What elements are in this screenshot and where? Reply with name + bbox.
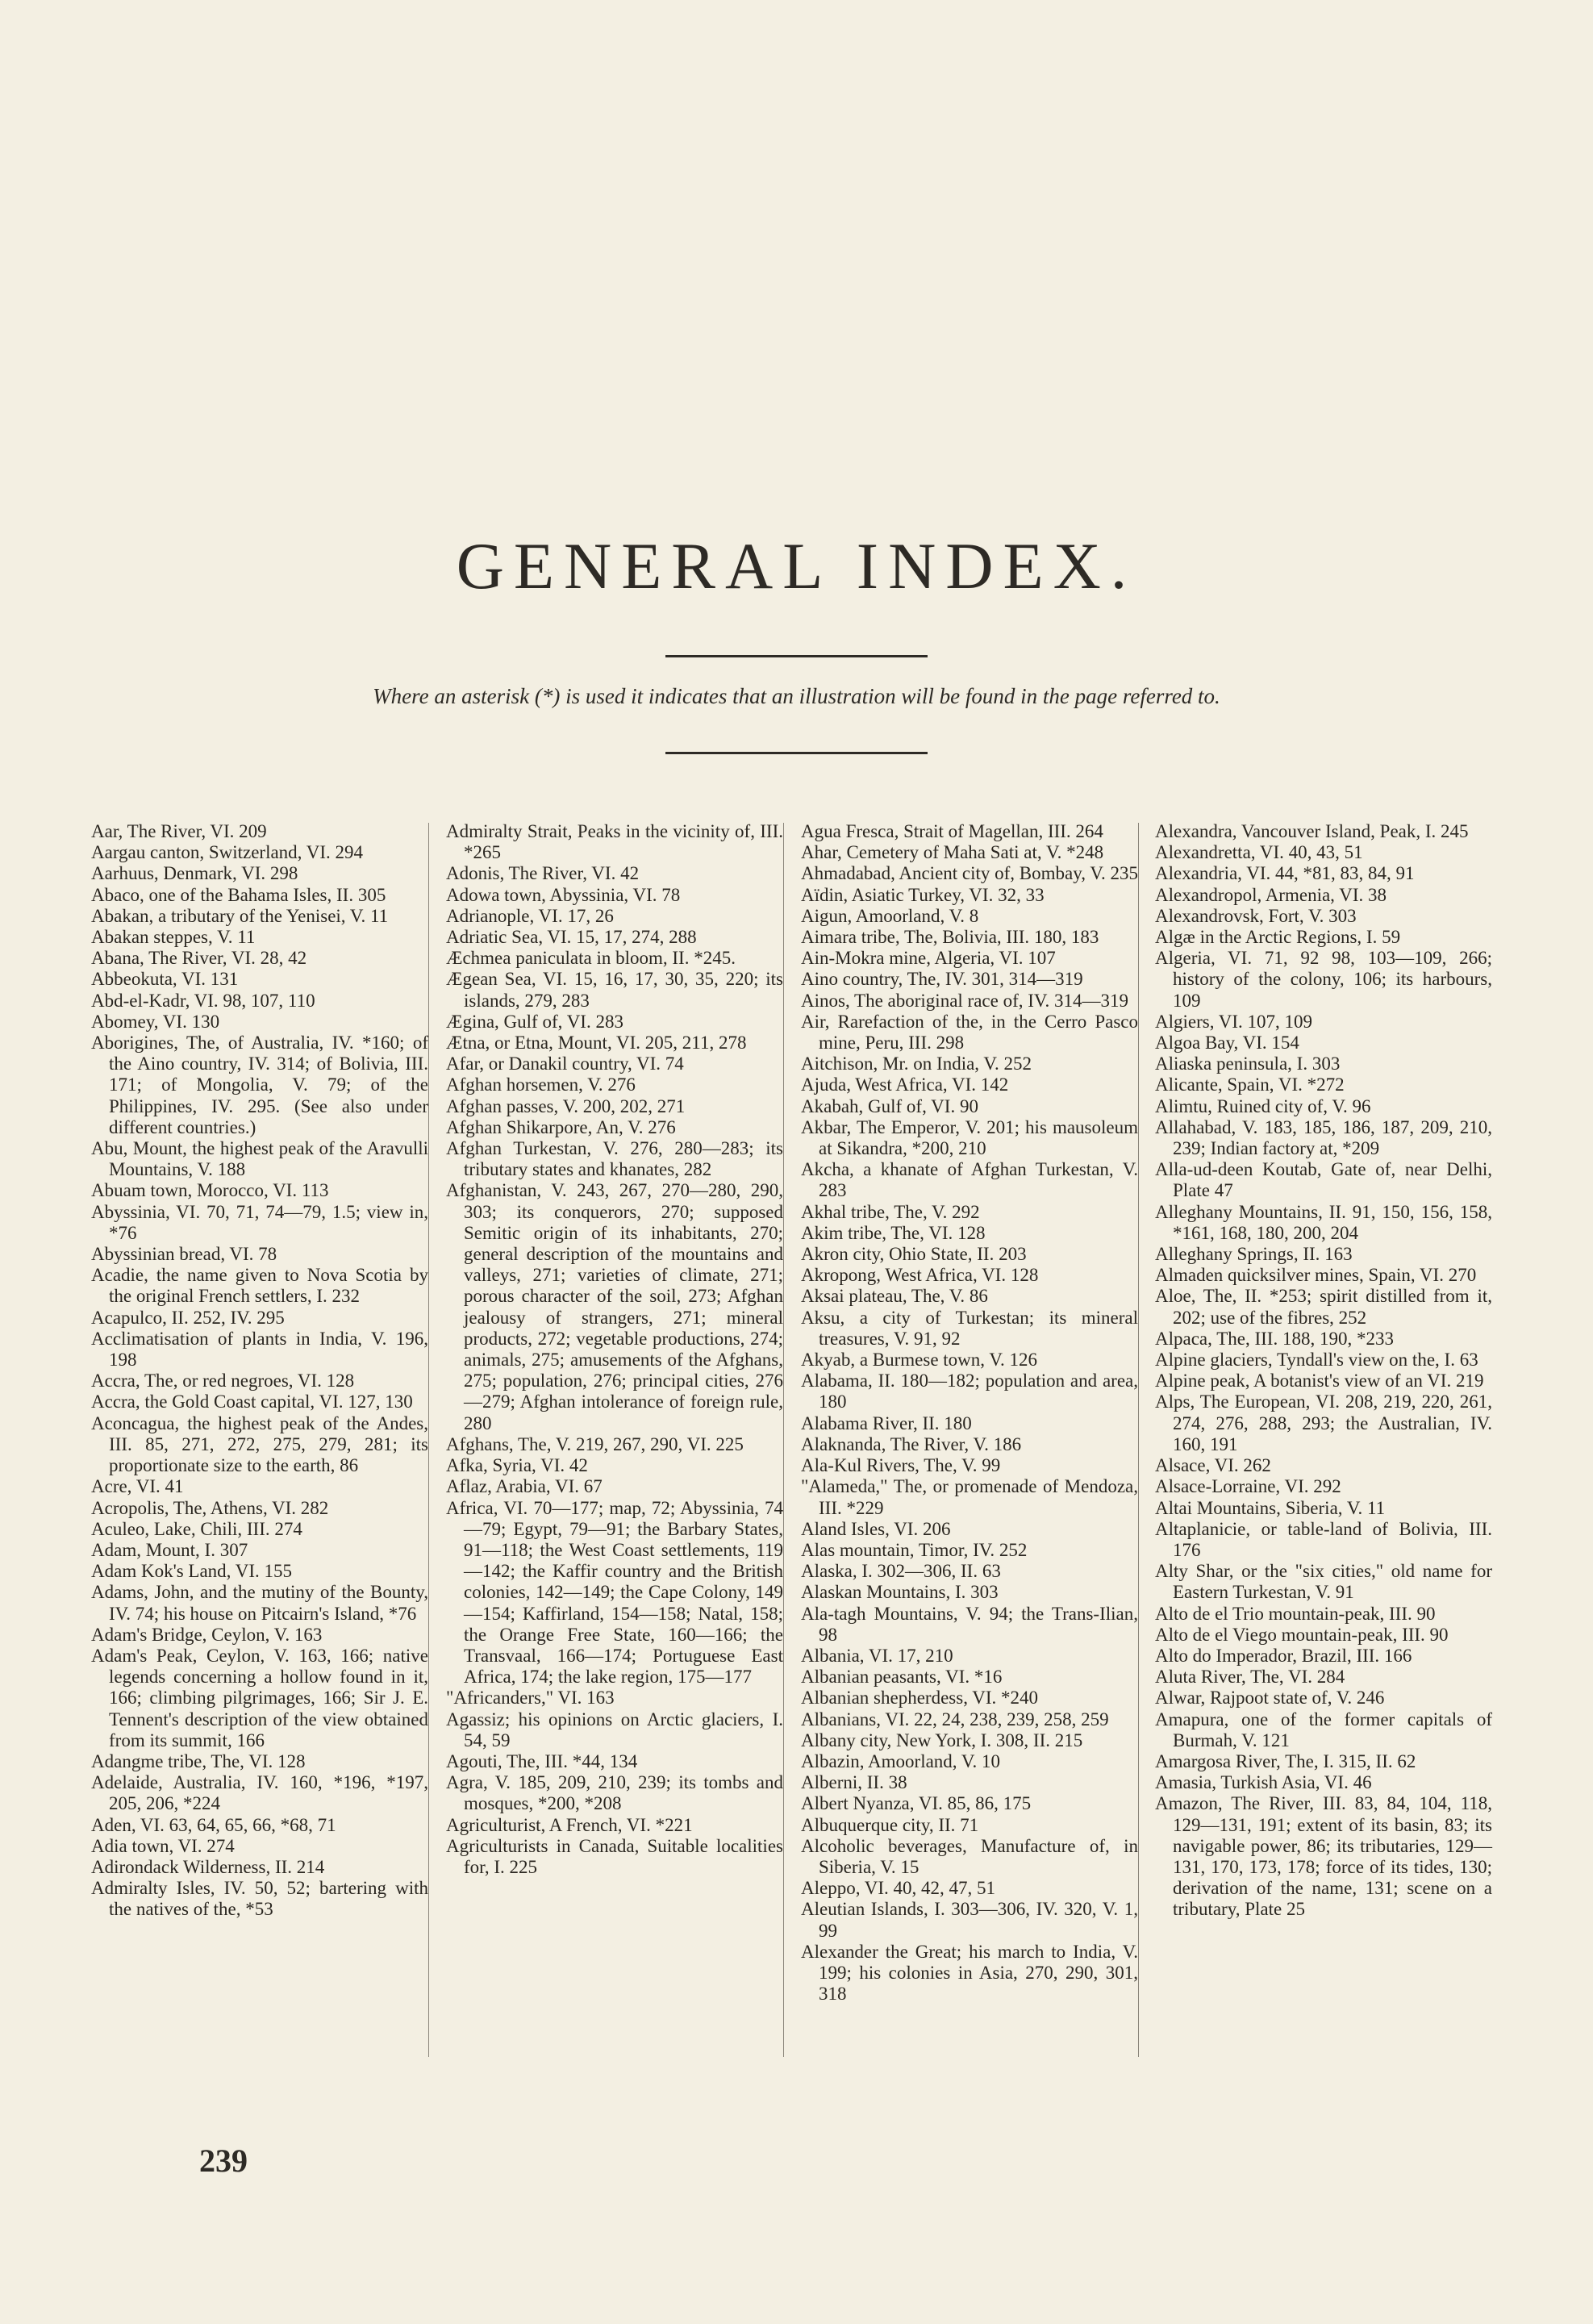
index-entry: Afghan Turkestan, V. 276, 280—283; its tributary states and khanates, 282 xyxy=(446,1138,783,1180)
index-entry: Aluta River, The, VI. 284 xyxy=(1155,1667,1345,1688)
index-entry: "Alameda," The, or promenade of Mendoza, III. *229 xyxy=(801,1476,1138,1518)
index-entry: Alexandrovsk, Fort, V. 303 xyxy=(1155,905,1357,926)
index-entry: Ahmadabad, Ancient city of, Bombay, V. 235 xyxy=(801,863,1138,884)
index-entry: Acre, VI. 41 xyxy=(91,1476,184,1497)
index-entry: Alla-ud-deen Koutab, Gate of, near Delhi, Plate 47 xyxy=(1155,1159,1492,1201)
index-entry: Ahar, Cemetery of Maha Sati at, V. *248 xyxy=(801,842,1104,863)
index-entry: Alto de el Viego mountain-peak, III. 90 xyxy=(1155,1624,1449,1645)
index-entry: Air, Rarefaction of the, in the Cerro Pasco mine, Peru, III. 298 xyxy=(801,1011,1138,1054)
index-entry: Afghans, The, V. 219, 267, 290, VI. 225 xyxy=(446,1433,744,1454)
index-entry: Afghanistan, V. 243, 267, 270—280, 290, 303; its conquerors, 270; supposed Semitic origin of its inhabitants, 270; general description of the mountains and valleys, 271; varieties of climate, 271; porous character of the soil, 273; Afghan jealousy of strangers, 271; mineral products, 272; vegetable productions, 274; animals, 275; amusements of the Afghans, 275; population, 276; principal cities, 276—279; Afghan intolerance of foreign rule, 280 xyxy=(446,1180,783,1433)
index-entry: Æchmea paniculata in bloom, II. *245. xyxy=(446,948,736,969)
index-entry: Ain-Mokra mine, Algeria, VI. 107 xyxy=(801,948,1056,969)
index-entry: Abyssinia, VI. 70, 71, 74—79, 1.5; view in, *76 xyxy=(91,1201,428,1243)
index-entry: Alaknanda, The River, V. 186 xyxy=(801,1433,1022,1454)
index-entry: Algoa Bay, VI. 154 xyxy=(1155,1033,1299,1054)
column-divider xyxy=(1138,823,1139,2057)
index-entry: Aïdin, Asiatic Turkey, VI. 32, 33 xyxy=(801,884,1045,905)
index-entry: Alpine glaciers, Tyndall's view on the, I. 63 xyxy=(1155,1350,1478,1371)
index-entry: Aden, VI. 63, 64, 65, 66, *68, 71 xyxy=(91,1814,336,1835)
index-entry: Alleghany Mountains, II. 91, 150, 156, 158, *161, 168, 180, 200, 204 xyxy=(1155,1201,1492,1243)
index-entry: Alto do Imperador, Brazil, III. 166 xyxy=(1155,1645,1412,1666)
index-entry: Akim tribe, The, VI. 128 xyxy=(801,1222,986,1243)
index-entry: Abuam town, Morocco, VI. 113 xyxy=(91,1180,329,1201)
index-entry: Abana, The River, VI. 28, 42 xyxy=(91,948,307,969)
index-entry: "Africanders," VI. 163 xyxy=(446,1688,615,1709)
index-entry: Aland Isles, VI. 206 xyxy=(801,1518,951,1539)
index-entry: Aconcagua, the highest peak of the Andes, III. 85, 271, 272, 275, 279, 281; its proportionate size to the earth, 86 xyxy=(91,1412,428,1476)
index-entry: Abaco, one of the Bahama Isles, II. 305 xyxy=(91,884,386,905)
index-entry: Algeria, VI. 71, 92 98, 103—109, 266; history of the colony, 106; its harbours, 109 xyxy=(1155,948,1492,1011)
index-entry: Adowa town, Abyssinia, VI. 78 xyxy=(446,884,681,905)
index-entry: Altai Mountains, Siberia, V. 11 xyxy=(1155,1497,1386,1518)
index-entry: Amazon, The River, III. 83, 84, 104, 118, 129—131, 191; extent of its basin, 83; its navigable power, 86; its tributaries, 129—131, 170, 173, 178; force of its tides, 130; derivation of the name, 131; scene on a tributary, Plate 25 xyxy=(1155,1793,1492,1920)
index-column-3 xyxy=(801,821,1138,2005)
index-entry: Aleutian Islands, I. 303—306, IV. 320, V. 1, 99 xyxy=(801,1899,1138,1941)
index-entry: Albazin, Amoorland, V. 10 xyxy=(801,1750,1001,1771)
index-entry: Adam's Bridge, Ceylon, V. 163 xyxy=(91,1624,323,1645)
index-entry: Albany city, New York, I. 308, II. 215 xyxy=(801,1729,1083,1750)
index-entry: Allahabad, V. 183, 185, 186, 187, 209, 210, 239; Indian factory at, *209 xyxy=(1155,1116,1492,1159)
page-number: 239 xyxy=(199,2143,248,2179)
index-entry: Alexandropol, Armenia, VI. 38 xyxy=(1155,884,1387,905)
index-entry: Admiralty Strait, Peaks in the vicinity of, III. *265 xyxy=(446,821,783,863)
index-entry: Aborigines, The, of Australia, IV. *160; of the Aino country, IV. 314; of Bolivia, III. 171; of Mongolia, V. 79; of the Philippines, IV. 295. (See also under different countries.) xyxy=(91,1033,428,1137)
index-entry: Alabama River, II. 180 xyxy=(801,1412,972,1433)
index-entry: Ægina, Gulf of, VI. 283 xyxy=(446,1011,623,1032)
index-entry: Aargau canton, Switzerland, VI. 294 xyxy=(91,842,364,863)
index-entry: Ajuda, West Africa, VI. 142 xyxy=(801,1074,1009,1095)
index-entry: Alas mountain, Timor, IV. 252 xyxy=(801,1539,1028,1560)
index-entry: Abomey, VI. 130 xyxy=(91,1011,220,1032)
index-entry: Aleppo, VI. 40, 42, 47, 51 xyxy=(801,1878,996,1899)
index-column-1 xyxy=(91,821,428,1921)
index-entry: Amargosa River, The, I. 315, II. 62 xyxy=(1155,1750,1416,1771)
index-entry: Albert Nyanza, VI. 85, 86, 175 xyxy=(801,1793,1032,1814)
index-entry: Africa, VI. 70—177; map, 72; Abyssinia, 74—79; Egypt, 79—91; the Barbary States, 91—118; the West Coast settlements, 119—142; the Kaffir country and the British colonies, 142—149; the Cape Colony, 149—154; Kaffirland, 154—158; Natal, 158; the Orange Free State, 160—166; the Transvaal, 166—174; Portuguese East Africa, 174; the lake region, 175—177 xyxy=(446,1497,783,1688)
index-entry: Abyssinian bread, VI. 78 xyxy=(91,1244,277,1265)
index-entry: Akropong, West Africa, VI. 128 xyxy=(801,1265,1039,1286)
index-entry: Almaden quicksilver mines, Spain, VI. 270 xyxy=(1155,1265,1477,1286)
index-entry: Albanians, VI. 22, 24, 238, 239, 258, 259 xyxy=(801,1709,1109,1729)
index-entry: Aino country, The, IV. 301, 314—319 xyxy=(801,969,1083,990)
index-entry: Akcha, a khanate of Afghan Turkestan, V. 283 xyxy=(801,1159,1138,1201)
index-entry: Amasia, Turkish Asia, VI. 46 xyxy=(1155,1772,1372,1793)
index-entry: Alwar, Rajpoot state of, V. 246 xyxy=(1155,1688,1385,1709)
index-entry: Abakan steppes, V. 11 xyxy=(91,927,256,948)
index-column-2 xyxy=(446,821,783,1878)
index-entry: Alpine peak, A botanist's view of an VI. 219 xyxy=(1155,1371,1484,1391)
index-note: Where an asterisk (*) is used it indicates that an illustration will be found in the page referred to. xyxy=(373,684,1220,708)
column-divider xyxy=(783,823,784,2057)
index-entry: Akron city, Ohio State, II. 203 xyxy=(801,1244,1027,1265)
index-entry: Adam, Mount, I. 307 xyxy=(91,1539,248,1560)
index-entry: Alabama, II. 180—182; population and area, 180 xyxy=(801,1371,1138,1412)
index-entry: Alexandra, Vancouver Island, Peak, I. 245 xyxy=(1155,821,1469,841)
index-entry: Aliaska peninsula, I. 303 xyxy=(1155,1054,1341,1074)
index-entry: Agriculturists in Canada, Suitable localities for, I. 225 xyxy=(446,1835,783,1877)
index-entry: Alberni, II. 38 xyxy=(801,1772,907,1793)
index-entry: Accra, the Gold Coast capital, VI. 127, 130 xyxy=(91,1391,413,1412)
index-entry: Aculeo, Lake, Chili, III. 274 xyxy=(91,1518,302,1539)
index-entry: Adonis, The River, VI. 42 xyxy=(446,863,640,884)
index-entry: Alexandria, VI. 44, *81, 83, 84, 91 xyxy=(1155,863,1415,884)
index-entry: Agouti, The, III. *44, 134 xyxy=(446,1750,638,1771)
index-entry: Adrianople, VI. 17, 26 xyxy=(446,905,614,926)
page-title: GENERAL INDEX. xyxy=(456,529,1137,603)
index-entry: Adam's Peak, Ceylon, V. 163, 166; native legends concerning a hollow found in it, 166; climbing pilgrimages, 166; Sir J. E. Tennent's description of the view obtained from its summit, 166 xyxy=(91,1645,428,1750)
index-entry: Abakan, a tributary of the Yenisei, V. 11 xyxy=(91,905,389,926)
index-entry: Afghan passes, V. 200, 202, 271 xyxy=(446,1095,686,1116)
index-entry: Aksai plateau, The, V. 86 xyxy=(801,1286,988,1307)
index-entry: Alaskan Mountains, I. 303 xyxy=(801,1582,999,1603)
index-entry: Ætna, or Etna, Mount, VI. 205, 211, 278 xyxy=(446,1033,747,1054)
index-entry: Albanian shepherdess, VI. *240 xyxy=(801,1688,1039,1709)
index-entry: Agra, V. 185, 209, 210, 239; its tombs and mosques, *200, *208 xyxy=(446,1772,783,1814)
index-entry: Alps, The European, VI. 208, 219, 220, 261, 274, 276, 288, 293; the Australian, IV. 160, 191 xyxy=(1155,1391,1492,1454)
column-divider xyxy=(428,823,429,2057)
index-entry: Alto de el Trio mountain-peak, III. 90 xyxy=(1155,1603,1436,1624)
index-entry: Amapura, one of the former capitals of Burmah, V. 121 xyxy=(1155,1709,1492,1750)
index-entry: Alcoholic beverages, Manufacture of, in Siberia, V. 15 xyxy=(801,1835,1138,1877)
index-entry: Alimtu, Ruined city of, V. 96 xyxy=(1155,1095,1371,1116)
index-entry: Alexandretta, VI. 40, 43, 51 xyxy=(1155,842,1363,863)
index-entry: Afar, or Danakil country, VI. 74 xyxy=(446,1054,684,1074)
index-entry: Aksu, a city of Turkestan; its mineral treasures, V. 91, 92 xyxy=(801,1307,1138,1349)
index-entry: Admiralty Isles, IV. 50, 52; bartering with the natives of the, *53 xyxy=(91,1878,428,1920)
index-entry: Ægean Sea, VI. 15, 16, 17, 30, 35, 220; its islands, 279, 283 xyxy=(446,969,783,1011)
index-entry: Alleghany Springs, II. 163 xyxy=(1155,1244,1353,1265)
index-entry: Alpaca, The, III. 188, 190, *233 xyxy=(1155,1328,1394,1349)
index-entry: Acropolis, The, Athens, VI. 282 xyxy=(91,1497,329,1518)
title-rule-top xyxy=(665,655,928,657)
index-entry: Aar, The River, VI. 209 xyxy=(91,821,267,841)
index-column-4 xyxy=(1155,821,1492,1921)
index-entry: Albanian peasants, VI. *16 xyxy=(801,1667,1003,1688)
index-entry: Aflaz, Arabia, VI. 67 xyxy=(446,1476,603,1497)
index-entry: Aloe, The, II. *253; spirit distilled from it, 202; use of the fibres, 252 xyxy=(1155,1286,1492,1328)
index-entry: Alsace, VI. 262 xyxy=(1155,1455,1271,1476)
index-entry: Akbar, The Emperor, V. 201; his mausoleum at Sikandra, *200, 210 xyxy=(801,1116,1138,1159)
index-entry: Acadie, the name given to Nova Scotia by the original French settlers, I. 232 xyxy=(91,1265,428,1307)
index-entry: Alsace-Lorraine, VI. 292 xyxy=(1155,1476,1341,1497)
index-entry: Algiers, VI. 107, 109 xyxy=(1155,1011,1313,1032)
index-entry: Agriculturist, A French, VI. *221 xyxy=(446,1814,693,1835)
index-entry: Aimara tribe, The, Bolivia, III. 180, 183 xyxy=(801,927,1099,948)
index-entry: Akhal tribe, The, V. 292 xyxy=(801,1201,980,1222)
index-entry: Agua Fresca, Strait of Magellan, III. 264 xyxy=(801,821,1103,841)
index-entry: Afka, Syria, VI. 42 xyxy=(446,1455,588,1476)
index-entry: Akyab, a Burmese town, V. 126 xyxy=(801,1350,1038,1371)
index-entry: Ainos, The aboriginal race of, IV. 314—319 xyxy=(801,990,1129,1011)
index-entry: Aarhuus, Denmark, VI. 298 xyxy=(91,863,298,884)
index-entry: Ala-Kul Rivers, The, V. 99 xyxy=(801,1455,1001,1476)
index-entry: Accra, The, or red negroes, VI. 128 xyxy=(91,1371,355,1391)
index-entry: Algæ in the Arctic Regions, I. 59 xyxy=(1155,927,1401,948)
index-entry: Abd-el-Kadr, VI. 98, 107, 110 xyxy=(91,990,315,1011)
index-entry: Alicante, Spain, VI. *272 xyxy=(1155,1074,1345,1095)
index-entry: Adam Kok's Land, VI. 155 xyxy=(91,1561,293,1582)
index-entry: Acapulco, II. 252, IV. 295 xyxy=(91,1307,285,1328)
index-entry: Aigun, Amoorland, V. 8 xyxy=(801,905,979,926)
index-entry: Afghan horsemen, V. 276 xyxy=(446,1074,636,1095)
index-entry: Adriatic Sea, VI. 15, 17, 274, 288 xyxy=(446,927,697,948)
index-entry: Adangme tribe, The, VI. 128 xyxy=(91,1750,306,1771)
index-entry: Ala-tagh Mountains, V. 94; the Trans-Ilian, 98 xyxy=(801,1603,1138,1645)
index-entry: Abbeokuta, VI. 131 xyxy=(91,969,239,990)
index-entry: Afghan Shikarpore, An, V. 276 xyxy=(446,1116,676,1137)
index-entry: Aitchison, Mr. on India, V. 252 xyxy=(801,1054,1032,1074)
index-entry: Alty Shar, or the "six cities," old name for Eastern Turkestan, V. 91 xyxy=(1155,1561,1492,1603)
index-entry: Adirondack Wilderness, II. 214 xyxy=(91,1856,325,1877)
index-entry: Akabah, Gulf of, VI. 90 xyxy=(801,1095,978,1116)
index-entry: Alaska, I. 302—306, II. 63 xyxy=(801,1561,1001,1582)
index-entry: Adams, John, and the mutiny of the Bounty, IV. 74; his house on Pitcairn's Island, *76 xyxy=(91,1582,428,1624)
title-rule-bottom xyxy=(665,752,928,754)
index-entry: Agassiz; his opinions on Arctic glaciers, I. 54, 59 xyxy=(446,1709,783,1750)
index-entry: Adia town, VI. 274 xyxy=(91,1835,235,1856)
index-entry: Albuquerque city, II. 71 xyxy=(801,1814,979,1835)
index-entry: Altaplanicie, or table-land of Bolivia, III. 176 xyxy=(1155,1518,1492,1560)
index-entry: Alexander the Great; his march to India, V. 199; his colonies in Asia, 270, 290, 301, 318 xyxy=(801,1941,1138,2005)
index-entry: Adelaide, Australia, IV. 160, *196, *197, 205, 206, *224 xyxy=(91,1772,428,1814)
index-entry: Abu, Mount, the highest peak of the Aravulli Mountains, V. 188 xyxy=(91,1138,428,1180)
index-entry: Acclimatisation of plants in India, V. 196, 198 xyxy=(91,1328,428,1371)
index-entry: Albania, VI. 17, 210 xyxy=(801,1645,953,1666)
